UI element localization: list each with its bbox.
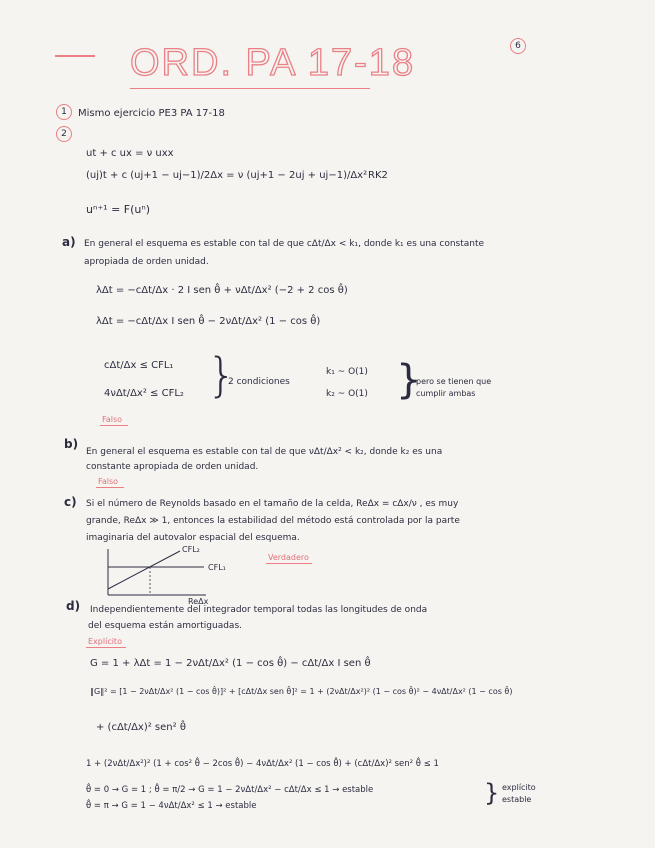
part-a-k2: k₂ ~ O(1) xyxy=(326,389,368,399)
page-number: 6 xyxy=(510,38,526,54)
q2-rk-label: RK2 xyxy=(368,170,388,181)
part-a-verdict-underline xyxy=(100,425,128,426)
part-a-line2: apropiada de orden unidad. xyxy=(84,257,209,267)
part-b-label: b) xyxy=(64,437,79,451)
part-a-eq1: λΔt = −cΔt/Δx · 2 I sen θ̂ + νΔt/Δx² (−2 + 2 cos θ̂) xyxy=(96,285,348,296)
graph-cfl1-label: CFL₁ xyxy=(208,563,226,572)
part-d-side-note1: explícito xyxy=(502,783,536,792)
part-d-eq-g: G = 1 + λΔt = 1 − 2νΔt/Δx² (1 − cos θ̂) − cΔt/Δx I sen θ̂ xyxy=(90,658,371,669)
q2-pde: ut + c ux = ν uxx xyxy=(86,148,174,159)
part-d-case2: θ̂ = π → G = 1 − 4νΔt/Δx² ≤ 1 → estable xyxy=(86,801,257,811)
part-d-side-note2: estable xyxy=(502,795,532,804)
part-c-verdict: Verdadero xyxy=(268,553,309,562)
part-c-line3: imaginaria del autovalor espacial del esquema. xyxy=(86,533,300,543)
part-a-eq2: λΔt = −cΔt/Δx I sen θ̂ − 2νΔt/Δx² (1 − cos θ̂) xyxy=(96,316,321,327)
q2-map: uⁿ⁺¹ = F(uⁿ) xyxy=(86,203,151,216)
part-b-line1: En general el esquema es estable con tal de que νΔt/Δx² < k₂, donde k₂ es una xyxy=(86,447,443,457)
part-a-label: a) xyxy=(62,235,76,249)
graph-cfl2-label: CFL₂ xyxy=(182,545,200,554)
page-title: ORD. PA 17-18 xyxy=(130,42,416,84)
part-c-label: c) xyxy=(64,495,77,509)
part-d-label: d) xyxy=(66,599,81,613)
graph-cfl2-line xyxy=(108,551,180,589)
part-d-explicit-underline xyxy=(86,647,126,648)
part-a-k1: k₁ ~ O(1) xyxy=(326,367,368,377)
part-a-note1: pero se tienen que xyxy=(416,377,492,386)
part-d-eq-g2b: + (cΔt/Δx)² sen² θ̂ xyxy=(96,722,186,733)
part-a-note2: cumplir ambas xyxy=(416,389,476,398)
part-d-case1: θ̂ = 0 → G = 1 ; θ̂ = π/2 → G = 1 − 2νΔt/Δx² − cΔt/Δx ≤ 1 → estable xyxy=(86,785,374,795)
part-a-cond1: cΔt/Δx ≤ CFL₁ xyxy=(104,360,174,371)
part-c-line2: grande, ReΔx ≫ 1, entonces la estabilidad del método está controlada por la parte xyxy=(86,516,460,526)
part-b-verdict: Falso xyxy=(98,477,119,486)
part-a-cond2: 4νΔt/Δx² ≤ CFL₂ xyxy=(104,388,184,399)
q1-text: Mismo ejercicio PE3 PA 17-18 xyxy=(78,108,225,119)
q1-number: 1 xyxy=(56,104,72,120)
part-d-brace: } xyxy=(484,779,500,807)
part-d-explicit-label: Explícito xyxy=(88,637,122,646)
top-left-rule xyxy=(55,55,95,57)
part-d-eq-g3: 1 + (2νΔt/Δx²)² (1 + cos² θ̂ − 2cos θ̂) − 4νΔt/Δx² (1 − cos θ̂) + (cΔt/Δx)² sen² θ̂ ≤ 1 xyxy=(86,759,439,769)
part-a-line1: En general el esquema es estable con tal de que cΔt/Δx < k₁, donde k₁ es una constante xyxy=(84,239,485,249)
part-c-line1: Si el número de Reynolds basado en el tamaño de la celda, ReΔx = cΔx/ν , es muy xyxy=(86,499,459,509)
part-a-verdict: Falso xyxy=(102,415,123,424)
part-a-brace: } xyxy=(207,348,237,402)
graph-x-label: ReΔx xyxy=(188,597,209,606)
part-b-verdict-underline xyxy=(96,487,124,488)
title-underline xyxy=(130,88,370,89)
part-d-eq-g2a: ‖G‖² = [1 − 2νΔt/Δx² (1 − cos θ̂)]² + [cΔt/Δx sen θ̂]² = 1 + (2νΔt/Δx²)² (1 − cos θ̂)² − 4νΔt/Δx² (1 − cos θ̂) xyxy=(90,687,513,696)
part-b-line2: constante apropiada de orden unidad. xyxy=(86,462,259,472)
part-c-verdict-underline xyxy=(266,563,312,564)
q2-number: 2 xyxy=(56,126,72,142)
q2-discretized: (uj)t + c (uj+1 − uj−1)/2Δx = ν (uj+1 − 2uj + uj−1)/Δx² xyxy=(86,170,368,181)
part-d-line1: Independientemente del integrador temporal todas las longitudes de onda xyxy=(90,605,428,615)
part-a-brace2: } xyxy=(396,357,422,403)
part-d-line2: del esquema están amortiguadas. xyxy=(88,621,242,631)
part-a-brace-label: 2 condiciones xyxy=(228,377,290,387)
